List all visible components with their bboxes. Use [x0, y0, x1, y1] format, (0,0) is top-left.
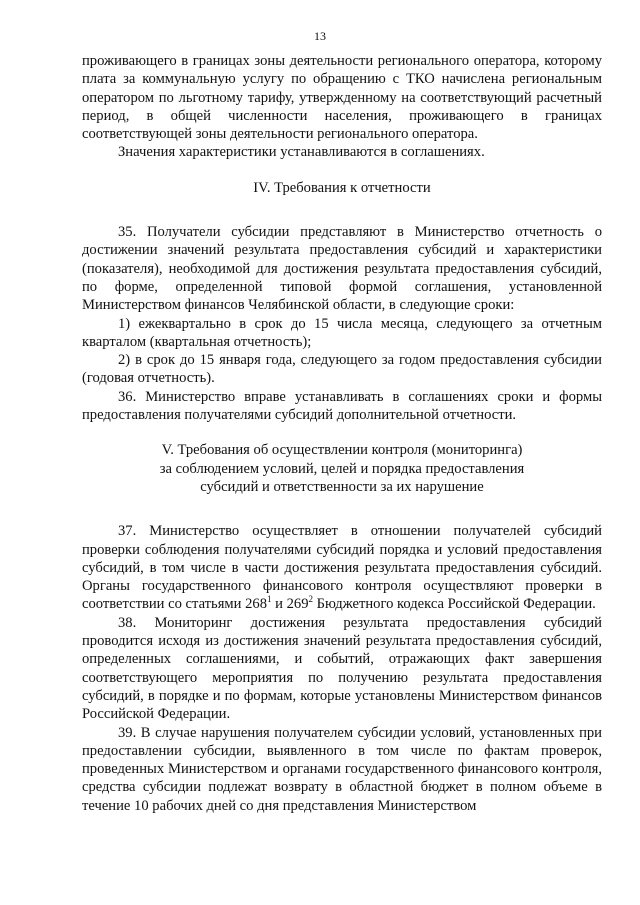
article-superscript-1: 1	[267, 594, 272, 605]
paragraph-35: 35. Получатели субсидии представляют в Министерство отчетность о достижении значений результата предоставления субсидий и характеристики (показателя), необходимой для достижения результата предоставления субсидий, по форме, определенной типовой формой соглашения, установленной Министерством финансов Челябинской области, в следующие сроки:	[82, 224, 602, 314]
paragraph-37	[82, 522, 602, 613]
section-heading-v	[82, 441, 602, 496]
section-heading-v-line-1: V. Требования об осуществлении контроля (мониторинга)	[161, 442, 523, 459]
paragraph-37-text-a: 37. Министерство осуществляет в отношении получателей субсидий проверки соблюдения получателями субсидий порядка и условий предоставления субсидий, в том числе в части достижения результата предоставления субсидий. Органы государственного финансового контроля осуществляют проверки в соответствии со статьями 268	[82, 523, 602, 613]
paragraph-characteristic-values: Значения характеристики устанавливаются в соглашениях.	[118, 144, 485, 161]
article-superscript-2: 2	[308, 594, 313, 605]
paragraph-39: 39. В случае нарушения получателем субсидии условий, установленных при предоставлении субсидии, выявленного в том числе по фактам проверок, проведенных Министерством и органами государственного финансового контроля, средства субсидии подлежат возврату в областной бюджет в полном объеме в течение 10 рабочих дней со дня представления Министерством	[82, 724, 602, 814]
paragraph-35-item-1: 1) ежеквартально в срок до 15 числа месяца, следующего за отчетным кварталом (квартальная отчетность);	[82, 315, 602, 350]
paragraph-continuation: проживающего в границах зоны деятельности регионального оператора, которому плата за коммунальную услугу по обращению с ТКО начислена региональным оператором по льготному тарифу, утвержденному на соответствующий расчетный период, в общей численности населения, проживающего в границах соответствующей зоны деятельности регионального оператора.	[82, 53, 602, 143]
section-heading-v-line-3: субсидий и ответственности за их нарушение	[200, 478, 484, 495]
section-heading-v-line-2: за соблюдением условий, целей и порядка предоставления	[159, 460, 525, 477]
paragraph-38: 38. Мониторинг достижения результата предоставления субсидий проводится исходя из достижения значений результата предоставления субсидий, определенных соглашениями, и событий, отражающих факт завершения соответствующего мероприятия по получению результата предоставления субсидий, в порядке и по формам, которые установлены Министерством финансов Российской Федерации.	[82, 614, 602, 723]
page-number: 13	[314, 29, 326, 43]
section-heading-iv: IV. Требования к отчетности	[253, 179, 431, 196]
paragraph-37-text-c: Бюджетного кодекса Российской Федерации.	[313, 596, 596, 613]
paragraph-35-item-2: 2) в срок до 15 января года, следующего за годом предоставления субсидии (годовая отчетность).	[82, 352, 602, 387]
document-body	[82, 52, 602, 815]
paragraph-36: 36. Министерство вправе устанавливать в соглашениях сроки и формы предоставления получателями субсидий дополнительной отчетности.	[82, 388, 602, 424]
paragraph-37-text-b: и 269	[271, 596, 309, 613]
